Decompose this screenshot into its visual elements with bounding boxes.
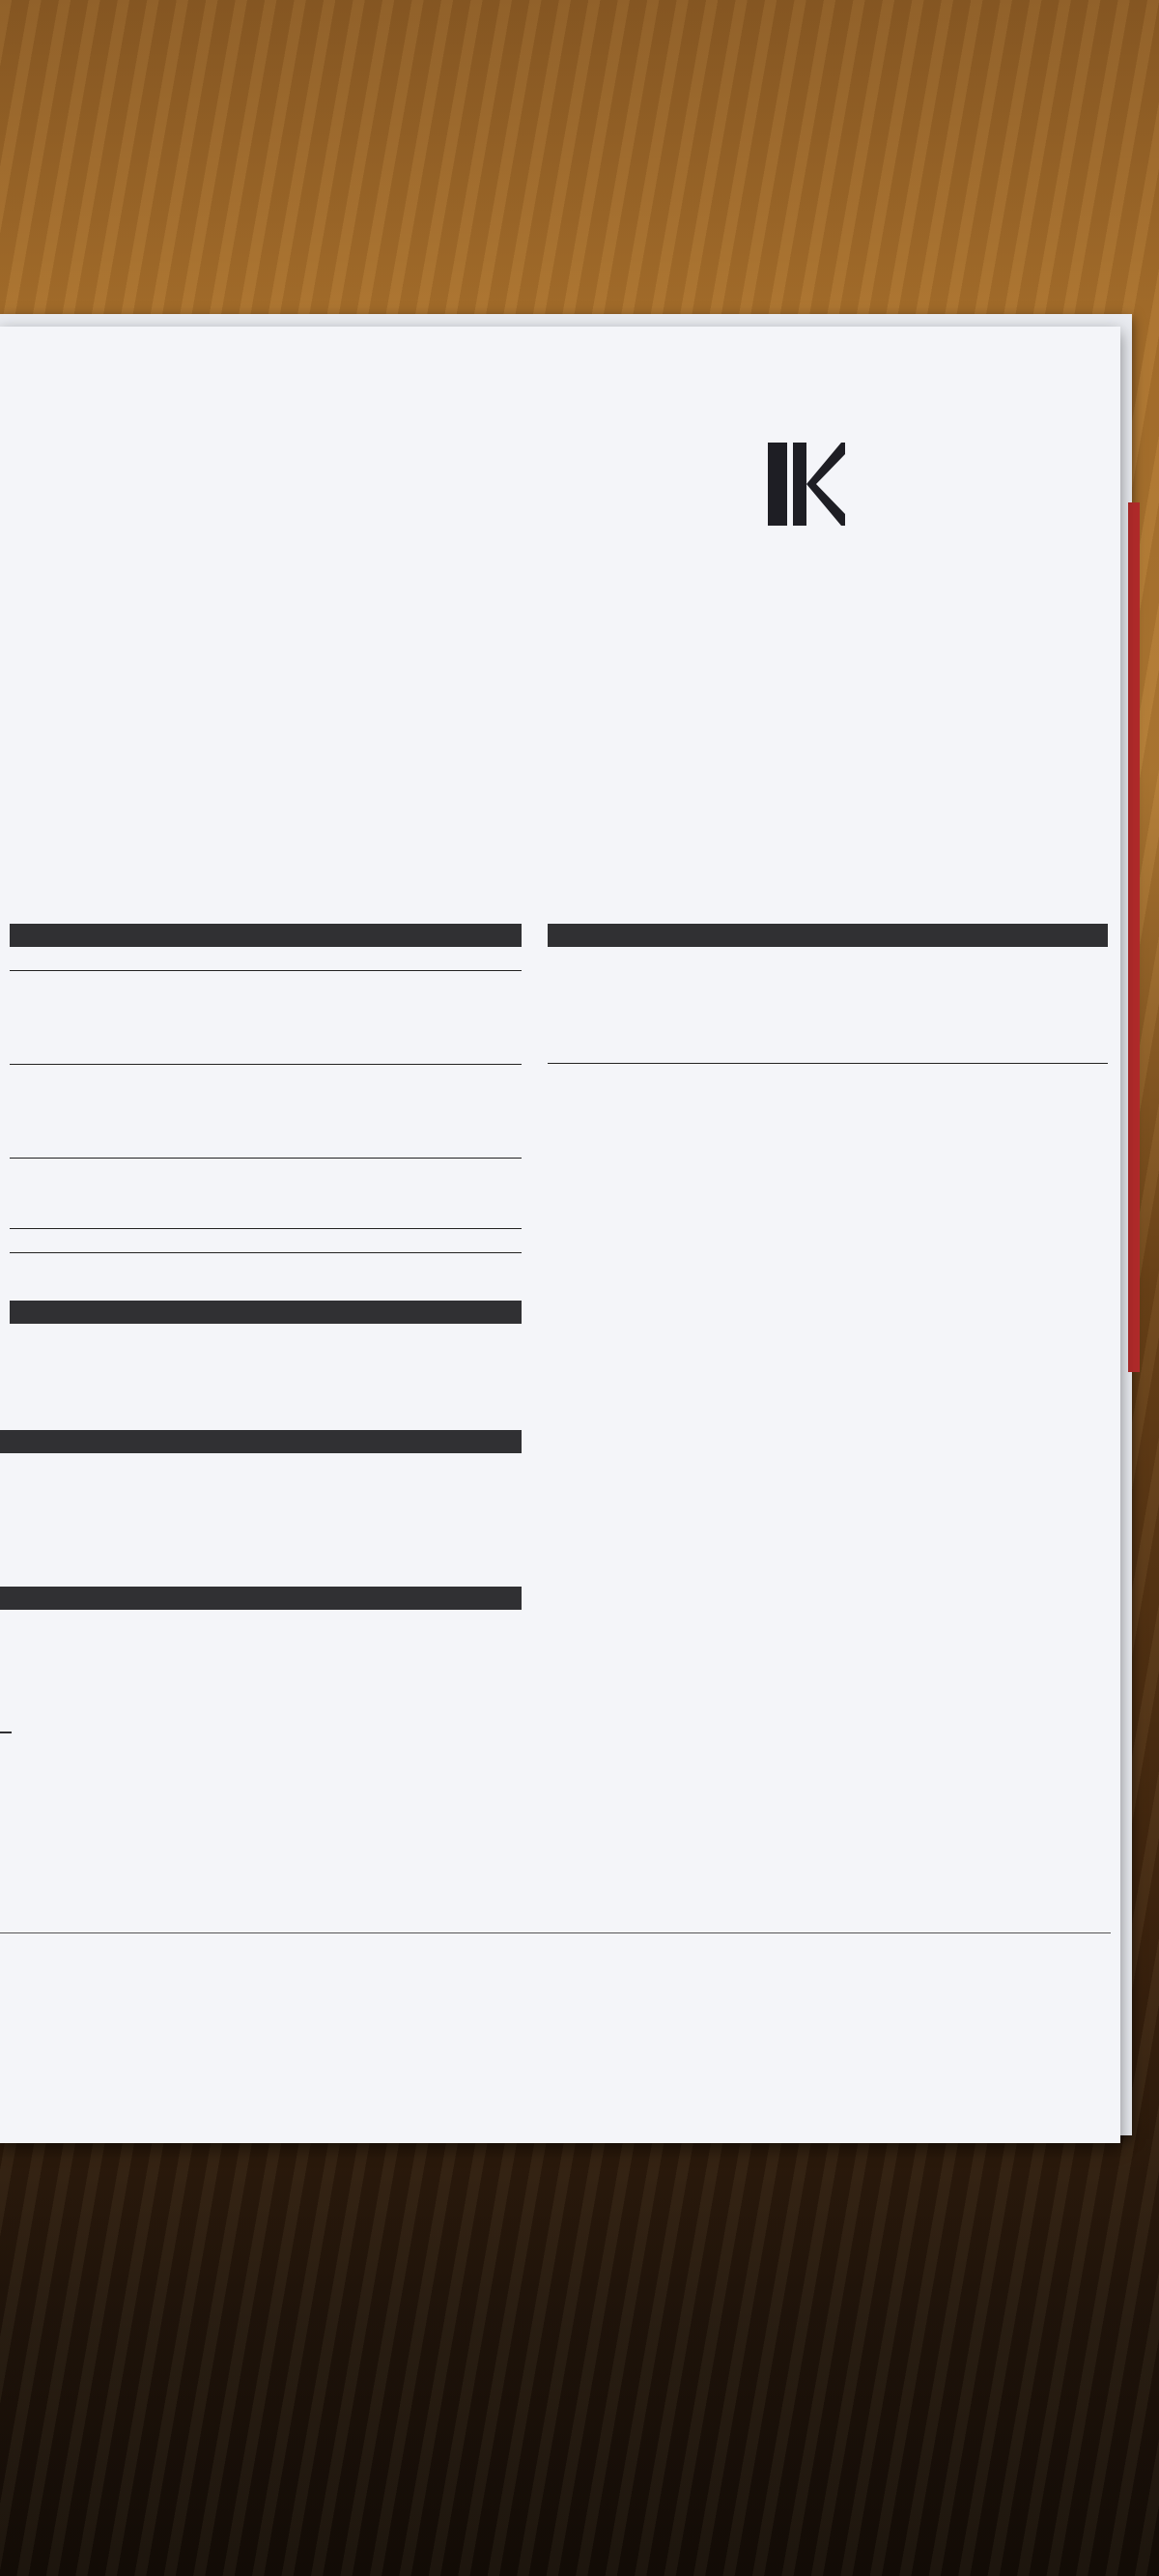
gaer-header-cell (996, 924, 1055, 947)
mengen-header-cell (357, 1430, 413, 1453)
mengen-cell (473, 1476, 522, 1500)
spuren-cell (0, 1610, 261, 1633)
table-row (0, 1656, 522, 1679)
gaer-cell (548, 1064, 774, 1088)
energie-cell (406, 1370, 466, 1393)
gaer-cell (996, 1040, 1055, 1064)
naehrstoffe-cell (299, 1253, 359, 1277)
naehrstoffe-cell (469, 1134, 522, 1159)
naehrstoffe-cell (299, 971, 359, 995)
gaer-cell (1055, 947, 1108, 970)
spuren-cell (357, 1656, 413, 1679)
gaer-cell (925, 1016, 996, 1040)
spuren-cell (0, 1656, 261, 1679)
naehrstoffe-cell (469, 1017, 522, 1041)
naehrstoffe-cell (359, 1111, 411, 1134)
spuren-cell (357, 1633, 413, 1656)
naehrstoffe-cell (359, 1017, 411, 1041)
gaer-cell (774, 1040, 862, 1064)
naehrstoffe-cell (10, 947, 299, 971)
naehrstoffe-header-row (10, 924, 522, 947)
gaer-cell (774, 993, 862, 1016)
naehrstoffe-cell (411, 1017, 469, 1041)
mengen-header-cell (0, 1430, 261, 1453)
mengen-cell (357, 1453, 413, 1476)
report-sheet (0, 327, 1120, 2143)
spuren-cell (413, 1656, 473, 1679)
naehrstoffe-header-cell (411, 924, 469, 947)
mengen-cell (473, 1546, 522, 1569)
energie-cell (348, 1324, 406, 1347)
naehrstoffe-cell (299, 1134, 359, 1159)
naehrstoffe-cell (359, 1205, 411, 1229)
naehrstoffe-cell (299, 1111, 359, 1134)
energie-cell (348, 1347, 406, 1370)
mengen-header-row (0, 1430, 522, 1453)
naehrstoffe-cell (469, 1182, 522, 1205)
spuren-header-cell (357, 1587, 413, 1610)
gaer-cell (925, 1064, 996, 1088)
gaer-cell (774, 1064, 862, 1088)
gaer-cell (925, 1040, 996, 1064)
gaer-cell (996, 970, 1055, 993)
gaer-cell (1055, 1064, 1108, 1088)
mengen-cell (0, 1500, 261, 1523)
spuren-cell (473, 1656, 522, 1679)
gaer-cell (862, 1040, 925, 1064)
gaer-cell (996, 1016, 1055, 1040)
naehrstoffe-cell (469, 1205, 522, 1229)
naehrstoffe-cell (10, 994, 299, 1017)
naehrstoffe-cell (359, 1088, 411, 1111)
energie-header-cell (348, 1301, 406, 1324)
naehrstoffe-cell (359, 1065, 411, 1089)
mengen-cell (0, 1453, 261, 1476)
energie-cell (466, 1370, 522, 1393)
naehrstoffe-cell (469, 1253, 522, 1277)
naehrstoffe-cell (10, 1205, 299, 1229)
naehrstoffe-cell (299, 1088, 359, 1111)
table-row (10, 994, 522, 1017)
naehrstoffe-cell (469, 1065, 522, 1089)
gaer-cell (925, 970, 996, 993)
gaer-cell (548, 1040, 774, 1064)
separator-line (0, 1932, 1111, 1933)
mengen-header-cell (473, 1430, 522, 1453)
mengen-cell (261, 1500, 357, 1523)
table-row (10, 947, 522, 971)
naehrstoffe-cell (411, 1182, 469, 1205)
mengen-cell (261, 1453, 357, 1476)
naehrstoffe-cell (10, 1229, 299, 1253)
table-row (548, 970, 1108, 993)
table-row (0, 1500, 522, 1523)
energie-header-row (10, 1301, 522, 1324)
gaer-header-row (548, 924, 1108, 947)
table-row (10, 1253, 522, 1277)
energie-cell (348, 1370, 406, 1393)
gaer-table (548, 924, 1108, 1087)
spuren-header-cell (473, 1587, 522, 1610)
energie-cell (251, 1370, 348, 1393)
mengen-header-cell (413, 1430, 473, 1453)
naehrstoffe-cell (411, 1134, 469, 1159)
energie-cell (406, 1347, 466, 1370)
gaer-cell (925, 993, 996, 1016)
table-row (0, 1523, 522, 1546)
naehrstoffe-cell (299, 1159, 359, 1183)
naehrstoffe-cell (411, 1065, 469, 1089)
spuren-header-cell (413, 1587, 473, 1610)
table-row (10, 1370, 522, 1393)
naehrstoffe-cell (411, 1229, 469, 1253)
table-row (10, 971, 522, 995)
gaer-cell (1055, 970, 1108, 993)
mengen-cell (413, 1500, 473, 1523)
naehrstoffe-cell (359, 1253, 411, 1277)
energie-header-cell (251, 1301, 348, 1324)
table-row (10, 1088, 522, 1111)
spuren-cell (413, 1679, 473, 1703)
naehrstoffe-cell (299, 1065, 359, 1089)
gaer-header-cell (548, 924, 774, 947)
naehrstoffe-cell (299, 1017, 359, 1041)
naehrstoffe-cell (469, 1229, 522, 1253)
lk-logo-icon (768, 443, 845, 526)
table-row (0, 1453, 522, 1476)
spuren-cell (261, 1633, 357, 1656)
naehrstoffe-cell (411, 1253, 469, 1277)
energie-cell (10, 1370, 251, 1393)
naehrstoffe-cell (10, 1111, 299, 1134)
naehrstoffe-cell (359, 1134, 411, 1159)
table-row (0, 1610, 522, 1633)
spuren-header-row (0, 1587, 522, 1610)
energie-cell (251, 1347, 348, 1370)
spuren-cell (261, 1679, 357, 1703)
naehrstoffe-cell (359, 994, 411, 1017)
table-row (10, 1205, 522, 1229)
spuren-cell (261, 1610, 357, 1633)
mengen-cell (0, 1546, 261, 1569)
naehrstoffe-cell (359, 971, 411, 995)
mengen-table (0, 1430, 522, 1569)
mengen-header-cell (261, 1430, 357, 1453)
naehrstoffe-cell (10, 1017, 299, 1041)
gaer-header-cell (1055, 924, 1108, 947)
mengen-cell (0, 1476, 261, 1500)
gaer-cell (862, 993, 925, 1016)
table-row (10, 1041, 522, 1065)
table-row (548, 1064, 1108, 1088)
gaer-cell (862, 1064, 925, 1088)
gaer-cell (925, 947, 996, 970)
naehrstoffe-cell (10, 1159, 299, 1183)
table-row (548, 1040, 1108, 1064)
energie-cell (406, 1324, 466, 1347)
naehrstoffe-cell (411, 971, 469, 995)
spuren-header-cell (0, 1587, 261, 1610)
mengen-cell (261, 1523, 357, 1546)
spuren-cell (357, 1610, 413, 1633)
mengen-cell (261, 1546, 357, 1569)
spuren-cell (413, 1610, 473, 1633)
table-row (0, 1679, 522, 1703)
mengen-cell (357, 1546, 413, 1569)
energie-table (10, 1301, 522, 1393)
naehrstoffe-cell (411, 1111, 469, 1134)
energie-cell (10, 1347, 251, 1370)
naehrstoffe-cell (359, 1182, 411, 1205)
naehrstoffe-cell (469, 1159, 522, 1183)
spuren-cell (413, 1633, 473, 1656)
spuren-cell (473, 1610, 522, 1633)
mengen-cell (413, 1453, 473, 1476)
mengen-cell (473, 1500, 522, 1523)
naehrstoffe-cell (299, 1182, 359, 1205)
table-row (10, 1111, 522, 1134)
energie-header-cell (10, 1301, 251, 1324)
naehrstoffe-cell (411, 1041, 469, 1065)
gaer-cell (996, 993, 1055, 1016)
spuren-cell (473, 1633, 522, 1656)
mengen-cell (473, 1453, 522, 1476)
spuren-cell (473, 1679, 522, 1703)
table-row (548, 1016, 1108, 1040)
table-row (10, 1159, 522, 1183)
table-row (10, 1182, 522, 1205)
naehrstoffe-cell (469, 1111, 522, 1134)
gaer-cell (774, 970, 862, 993)
naehrstoffe-cell (411, 1088, 469, 1111)
energie-header-cell (466, 1301, 522, 1324)
naehrstoffe-cell (299, 994, 359, 1017)
gaer-cell (774, 1016, 862, 1040)
info-heading (0, 1732, 12, 1733)
naehrstoffe-cell (411, 994, 469, 1017)
mengen-cell (413, 1523, 473, 1546)
table-row (10, 1324, 522, 1347)
naehrstoffe-table (10, 924, 522, 1276)
gaer-cell (862, 970, 925, 993)
gaer-header-cell (774, 924, 862, 947)
naehrstoffe-cell (10, 1088, 299, 1111)
naehrstoffe-cell (10, 1041, 299, 1065)
mengen-cell (357, 1523, 413, 1546)
gaer-header-cell (862, 924, 925, 947)
spuren-cell (0, 1633, 261, 1656)
mengen-cell (357, 1476, 413, 1500)
naehrstoffe-cell (299, 1205, 359, 1229)
red-edge-strip (1128, 502, 1140, 1372)
table-row (10, 1134, 522, 1159)
naehrstoffe-header-cell (359, 924, 411, 947)
gaer-cell (1055, 993, 1108, 1016)
naehrstoffe-cell (10, 1134, 299, 1159)
naehrstoffe-cell (299, 1229, 359, 1253)
naehrstoffe-cell (299, 1041, 359, 1065)
naehrstoffe-cell (359, 1041, 411, 1065)
energie-header-cell (406, 1301, 466, 1324)
gaer-cell (548, 947, 774, 970)
naehrstoffe-cell (411, 947, 469, 971)
naehrstoffe-cell (469, 1088, 522, 1111)
gaer-cell (1055, 1040, 1108, 1064)
naehrstoffe-cell (411, 1159, 469, 1183)
table-row (0, 1546, 522, 1569)
table-row (548, 947, 1108, 970)
energie-cell (466, 1347, 522, 1370)
gaer-cell (862, 1016, 925, 1040)
gaer-cell (862, 947, 925, 970)
table-row (0, 1476, 522, 1500)
mengen-cell (357, 1500, 413, 1523)
naehrstoffe-cell (359, 947, 411, 971)
mengen-cell (413, 1476, 473, 1500)
naehrstoffe-cell (469, 994, 522, 1017)
spuren-header-cell (261, 1587, 357, 1610)
table-row (0, 1633, 522, 1656)
gaer-cell (548, 1016, 774, 1040)
mengen-cell (413, 1546, 473, 1569)
energie-cell (466, 1324, 522, 1347)
table-row (10, 1065, 522, 1089)
gaer-cell (1055, 1016, 1108, 1040)
naehrstoffe-cell (10, 1182, 299, 1205)
spuren-cell (261, 1656, 357, 1679)
mengen-cell (0, 1523, 261, 1546)
table-row (10, 1347, 522, 1370)
naehrstoffe-cell (411, 1205, 469, 1229)
mengen-cell (261, 1476, 357, 1500)
naehrstoffe-cell (469, 1041, 522, 1065)
naehrstoffe-cell (299, 947, 359, 971)
naehrstoffe-cell (469, 947, 522, 971)
spuren-cell (357, 1679, 413, 1703)
naehrstoffe-cell (10, 971, 299, 995)
naehrstoffe-cell (10, 1065, 299, 1089)
gaer-cell (548, 970, 774, 993)
spuren-cell (0, 1679, 261, 1703)
table-row (10, 1229, 522, 1253)
energie-cell (251, 1324, 348, 1347)
gaer-header-cell (925, 924, 996, 947)
naehrstoffe-header-cell (299, 924, 359, 947)
naehrstoffe-cell (469, 971, 522, 995)
naehrstoffe-cell (359, 1159, 411, 1183)
naehrstoffe-cell (359, 1229, 411, 1253)
naehrstoffe-header-cell (469, 924, 522, 947)
naehrstoffe-cell (10, 1253, 299, 1277)
table-row (548, 993, 1108, 1016)
gaer-cell (996, 947, 1055, 970)
gaer-cell (548, 993, 774, 1016)
gaer-cell (996, 1064, 1055, 1088)
energie-cell (10, 1324, 251, 1347)
spuren-table (0, 1587, 522, 1703)
table-row (10, 1017, 522, 1041)
gaer-cell (774, 947, 862, 970)
naehrstoffe-header-cell (10, 924, 299, 947)
mengen-cell (473, 1523, 522, 1546)
